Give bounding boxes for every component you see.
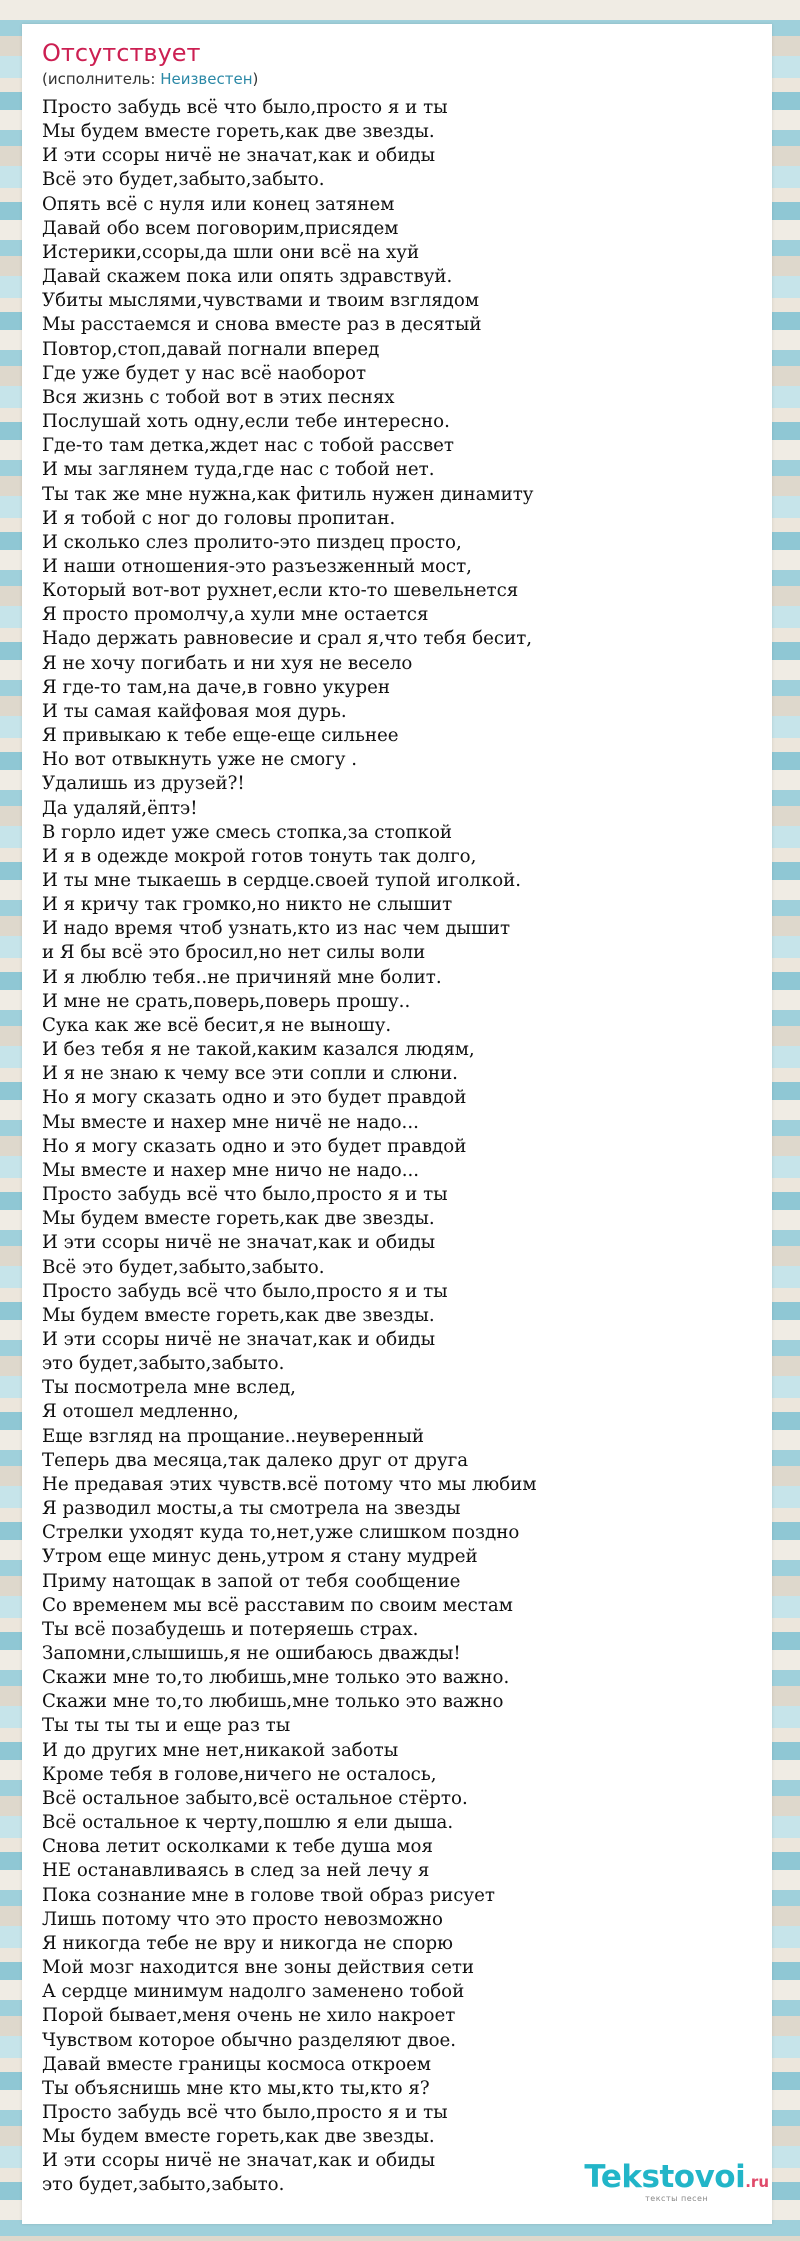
- lyric-line: Давай обо всем поговорим,присядем: [42, 217, 399, 239]
- lyric-line: Давай скажем пока или опять здравствуй.: [42, 266, 453, 288]
- lyric-line: В горло идет уже смесь стопка,за стопкой: [42, 821, 453, 843]
- lyric-line: Который вот-вот рухнет,если кто-то шевельнется: [42, 580, 519, 602]
- lyric-line: И эти ссоры ничё не значат,как и обиды: [42, 1328, 436, 1350]
- lyric-line: Но я могу сказать одно и это будет правдой: [42, 1087, 467, 1109]
- lyric-line: это будет,забыто,забыто.: [42, 2174, 285, 2196]
- lyric-line: И сколько слез пролито-это пиздец просто,: [42, 531, 462, 553]
- lyric-line: Я отошел медленно,: [42, 1401, 239, 1423]
- lyric-line: И эти ссоры ничё не значат,как и обиды: [42, 1232, 436, 1254]
- lyric-line: Стрелки уходят куда то,нет,уже слишком поздно: [42, 1522, 520, 1544]
- lyric-line: Мы будем вместе гореть,как две звезды.: [42, 121, 435, 143]
- lyric-line: Мы будем вместе гореть,как две звезды.: [42, 1304, 435, 1326]
- lyric-line: И эти ссоры ничё не значат,как и обиды: [42, 145, 436, 167]
- lyric-line: Приму натощак в запой от тебя сообщение: [42, 1570, 461, 1592]
- lyric-line: Вся жизнь с тобой вот в этих песнях: [42, 386, 395, 408]
- lyric-line: И я кричу так громко,но никто не слышит: [42, 894, 453, 916]
- artist-line: [42, 70, 258, 88]
- lyric-line: Просто забудь всё что было,просто я и ты: [42, 1184, 448, 1206]
- lyric-line: Запомни,слышишь,я не ошибаюсь дважды!: [42, 1643, 461, 1664]
- lyric-line: Удалишь из друзей?!: [42, 773, 245, 795]
- lyric-line: Со временем мы всё расставим по своим местам: [42, 1594, 513, 1616]
- lyric-line: Ты ты ты ты и еще раз ты: [42, 1715, 291, 1737]
- lyric-line: И надо время чтоб узнать,кто из нас чем дышит: [42, 918, 511, 940]
- song-title: Отсутствует: [42, 39, 201, 67]
- lyric-line: Мы расстаемся и снова вместе раз в десятый: [42, 314, 482, 336]
- lyric-line: И мне не срать,поверь,поверь прошу..: [42, 990, 411, 1012]
- lyric-line: Пока сознание мне в голове твой образ рисует: [42, 1884, 495, 1906]
- lyric-line: Ты посмотрела мне вслед,: [42, 1377, 296, 1399]
- lyric-line: Ты так же мне нужна,как фитиль нужен динамиту: [42, 483, 534, 505]
- lyric-line: И я люблю тебя..не причиняй мне болит.: [42, 966, 442, 988]
- lyric-line: И я не знаю к чему все эти сопли и слюни.: [42, 1063, 458, 1085]
- lyric-line: Лишь потому что это просто невозможно: [42, 1908, 443, 1930]
- lyric-line: И мы заглянем туда,где нас с тобой нет.: [42, 459, 435, 481]
- lyric-line: Я не хочу погибать и ни хуя не весело: [42, 652, 413, 674]
- lyric-line: Утром еще минус день,утром я стану мудрей: [42, 1546, 478, 1568]
- artist-link[interactable]: Неизвестен: [160, 70, 253, 88]
- lyric-line: Всё это будет,забыто,забыто.: [42, 169, 325, 191]
- brand-tld: .ru: [745, 2173, 769, 2191]
- lyric-line: Порой бывает,меня очень не хило накроет: [42, 2005, 456, 2027]
- brand-name: Tekstovoi: [584, 2159, 746, 2195]
- lyric-line: Я разводил мосты,а ты смотрела на звезды: [42, 1498, 461, 1520]
- lyric-line: Мой мозг находится вне зоны действия сети: [42, 1957, 475, 1979]
- lyric-line: Скажи мне то,то любишь,мне только это важно.: [42, 1667, 510, 1689]
- lyric-line: Мы будем вместе гореть,как две звезды.: [42, 1208, 435, 1230]
- lyric-line: Я просто промолчу,а хули мне остается: [42, 604, 429, 626]
- lyric-line: Опять всё с нуля или конец затянем: [42, 193, 395, 215]
- lyric-line: Надо держать равновесие и срал я,что тебя бесит,: [42, 628, 533, 650]
- lyric-line: Послушай хоть одну,если тебе интересно.: [42, 411, 450, 433]
- lyric-line: Ты всё позабудешь и потеряешь страх.: [42, 1618, 419, 1640]
- lyric-line: Кроме тебя в голове,ничего не осталось,: [42, 1763, 437, 1785]
- lyric-line: Мы вместе и нахер мне ничо не надо...: [42, 1159, 420, 1181]
- lyric-line: Я привыкаю к тебе еще-еще сильнее: [42, 725, 399, 747]
- lyric-line: Всё это будет,забыто,забыто.: [42, 1256, 325, 1278]
- lyric-line: Просто забудь всё что было,просто я и ты: [42, 97, 448, 118]
- lyric-line: И наши отношения-это разъезженный мост,: [42, 555, 472, 577]
- lyric-line: Где-то там детка,ждет нас с тобой рассвет: [42, 435, 454, 457]
- site-logo[interactable]: [584, 2160, 769, 2204]
- lyric-line: Всё остальное к черту,пошлю я ели дыша.: [42, 1812, 454, 1834]
- lyric-line: Но вот отвыкнуть уже не смогу .: [42, 749, 358, 771]
- lyric-line: Скажи мне то,то любишь,мне только это важно: [42, 1691, 504, 1713]
- lyric-line: Мы будем вместе гореть,как две звезды.: [42, 2126, 435, 2148]
- lyric-line: Чувством которое обычно разделяют двое.: [42, 2029, 457, 2051]
- lyric-line: А сердце минимум надолго заменено тобой: [42, 1981, 465, 2003]
- lyric-line: И ты самая кайфовая моя дурь.: [42, 700, 347, 722]
- lyric-line: Но я могу сказать одно и это будет правдой: [42, 1135, 467, 1157]
- lyric-line: Ты объяснишь мне кто мы,кто ты,кто я?: [42, 2077, 430, 2099]
- lyric-line: Где уже будет у нас всё наоборот: [42, 362, 367, 384]
- lyric-line: И без тебя я не такой,каким казался людям,: [42, 1039, 475, 1061]
- lyrics-text: [42, 96, 762, 2198]
- lyric-line: Еще взгляд на прощание..неуверенный: [42, 1425, 425, 1447]
- lyric-line: И эти ссоры ничё не значат,как и обиды: [42, 2150, 436, 2172]
- lyric-line: это будет,забыто,забыто.: [42, 1353, 285, 1375]
- lyric-line: Я где-то там,на даче,в говно укурен: [42, 676, 390, 698]
- lyric-line: Всё остальное забыто,всё остальное стёрто.: [42, 1787, 468, 1809]
- lyrics-card: [22, 24, 772, 2224]
- lyric-line: Просто забудь всё что было,просто я и ты: [42, 2101, 448, 2123]
- lyric-line: Теперь два месяца,так далеко друг от друга: [42, 1449, 469, 1471]
- artist-suffix: ): [252, 70, 259, 88]
- lyric-line: Убиты мыслями,чувствами и твоим взглядом: [42, 290, 479, 312]
- lyric-line: Просто забудь всё что было,просто я и ты: [42, 1280, 448, 1302]
- lyric-line: И я в одежде мокрой готов тонуть так долго,: [42, 845, 477, 867]
- lyric-line: Снова летит осколками к тебе душа моя: [42, 1836, 433, 1858]
- lyric-line: Не предавая этих чувств.всё потому что мы любим: [42, 1473, 537, 1495]
- lyric-line: И я тобой с ног до головы пропитан.: [42, 507, 396, 529]
- lyric-line: Повтор,стоп,давай погнали вперед: [42, 338, 380, 360]
- lyric-line: Мы вместе и нахер мне ничё не надо...: [42, 1111, 419, 1133]
- lyric-line: Давай вместе границы космоса откроем: [42, 2053, 432, 2075]
- lyric-line: И до других мне нет,никакой заботы: [42, 1739, 399, 1761]
- artist-prefix: (исполнитель:: [42, 70, 161, 88]
- lyric-line: и Я бы всё это бросил,но нет силы воли: [42, 942, 426, 964]
- brand-tagline: тексты песен: [645, 2194, 709, 2203]
- lyric-line: НЕ останавливаясь в след за ней лечу я: [42, 1860, 430, 1882]
- lyric-line: Да удаляй,ёптэ!: [42, 797, 198, 819]
- lyric-line: Истерики,ссоры,да шли они всё на хуй: [42, 241, 420, 263]
- lyric-line: Сука как же всё бесит,я не выношу.: [42, 1014, 392, 1036]
- lyric-line: И ты мне тыкаешь в сердце.своей тупой иголкой.: [42, 870, 522, 891]
- lyric-line: Я никогда тебе не вру и никогда не спорю: [42, 1932, 453, 1954]
